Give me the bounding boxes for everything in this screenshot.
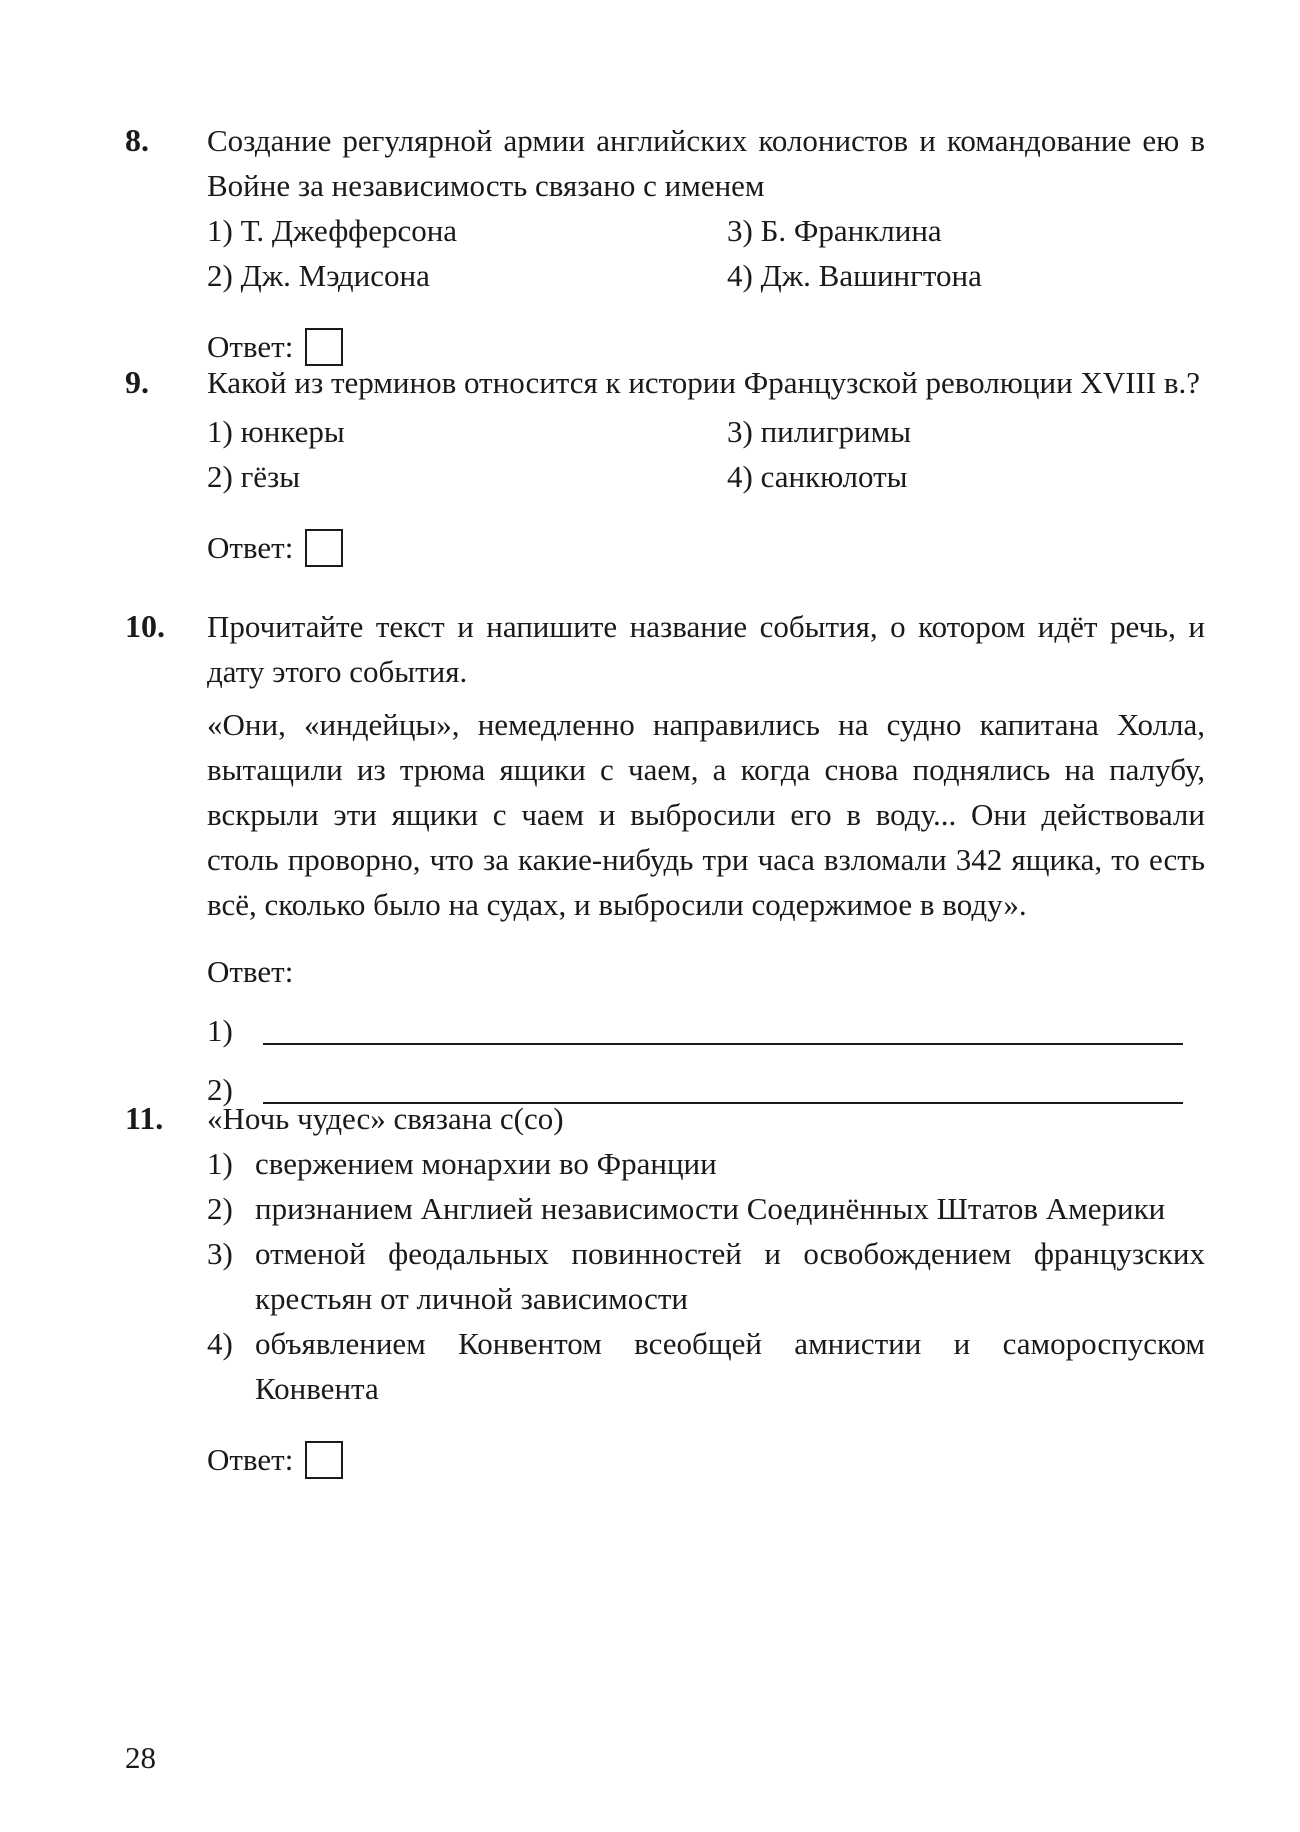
option-text: объявлением Конвентом всеобщей амнистии и самороспуском Конвента: [255, 1326, 1205, 1406]
option-2: 2) Дж. Мэдисона: [207, 258, 430, 293]
question-text: Какой из терминов относится к истории Французской революции XVIII в.?: [207, 365, 1201, 400]
question-8: [125, 118, 1205, 369]
answer-line-1: [207, 1008, 1205, 1053]
answer-label: Ответ:: [207, 954, 294, 989]
options-grid: [207, 208, 1205, 298]
answer-line-field[interactable]: [263, 1013, 1183, 1045]
answer-label: Ответ:: [207, 329, 294, 364]
question-number: 9.: [125, 364, 149, 400]
option-number: 1): [207, 1146, 233, 1181]
option-1: 1) юнкеры: [207, 414, 345, 449]
option-3: [207, 1231, 1205, 1321]
option-1: 1) Т. Джефферсона: [207, 213, 458, 248]
option-4: 4) санкюлоты: [727, 459, 908, 494]
line-label: 2): [207, 1072, 233, 1107]
answer-label: Ответ:: [207, 530, 294, 565]
option-number: 4): [207, 1326, 233, 1361]
question-number: 10.: [125, 608, 165, 644]
answer-label: Ответ:: [207, 1442, 294, 1477]
option-text: свержением монархии во Франции: [255, 1146, 717, 1181]
question-number: 8.: [125, 122, 149, 158]
source-quote: «Они, «индейцы», немедленно направились на судно капитана Холла, вытащили из трюма ящики с чаем, а когда снова поднялись на палубу, вскрыли эти ящики с чаем и выбросили его в воду... Они действовали столь проворно, что за какие-нибудь три часа взломали 342 ящика, то есть всё, сколько было на судах, и выбросили содержимое в воду».: [207, 707, 1205, 922]
option-3: 3) Б. Франклина: [727, 213, 942, 248]
option-2: 2) гёзы: [207, 459, 301, 494]
question-text: «Ночь чудес» связана с(со): [207, 1101, 564, 1136]
line-label: 1): [207, 1013, 233, 1048]
answer-row: [207, 525, 1205, 570]
option-text: отменой феодальных повинностей и освобождением французских крестьян от личной зависимости: [255, 1236, 1205, 1316]
option-2: [207, 1186, 1205, 1231]
question-9: [125, 360, 1205, 570]
option-number: 3): [207, 1236, 233, 1271]
question-text: Прочитайте текст и напишите название события, о котором идёт речь, и дату этого события.: [207, 609, 1205, 689]
option-3: 3) пилигримы: [727, 414, 912, 449]
option-1: [207, 1141, 1205, 1186]
options-grid: [207, 409, 1205, 499]
answer-box[interactable]: [305, 1441, 343, 1479]
page-number: 28: [125, 1740, 156, 1775]
question-11: [125, 1096, 1205, 1482]
option-number: 2): [207, 1191, 233, 1226]
option-4: 4) Дж. Вашингтона: [727, 258, 982, 293]
question-10: [125, 604, 1205, 1112]
answer-row: [207, 1437, 1205, 1482]
question-text: Создание регулярной армии английских колонистов и командование ею в Войне за независимость связано с именем: [207, 123, 1205, 203]
option-text: признанием Англией независимости Соединённых Штатов Америки: [255, 1191, 1166, 1226]
answer-box[interactable]: [305, 529, 343, 567]
option-4: [207, 1321, 1205, 1411]
question-number: 11.: [125, 1100, 164, 1136]
